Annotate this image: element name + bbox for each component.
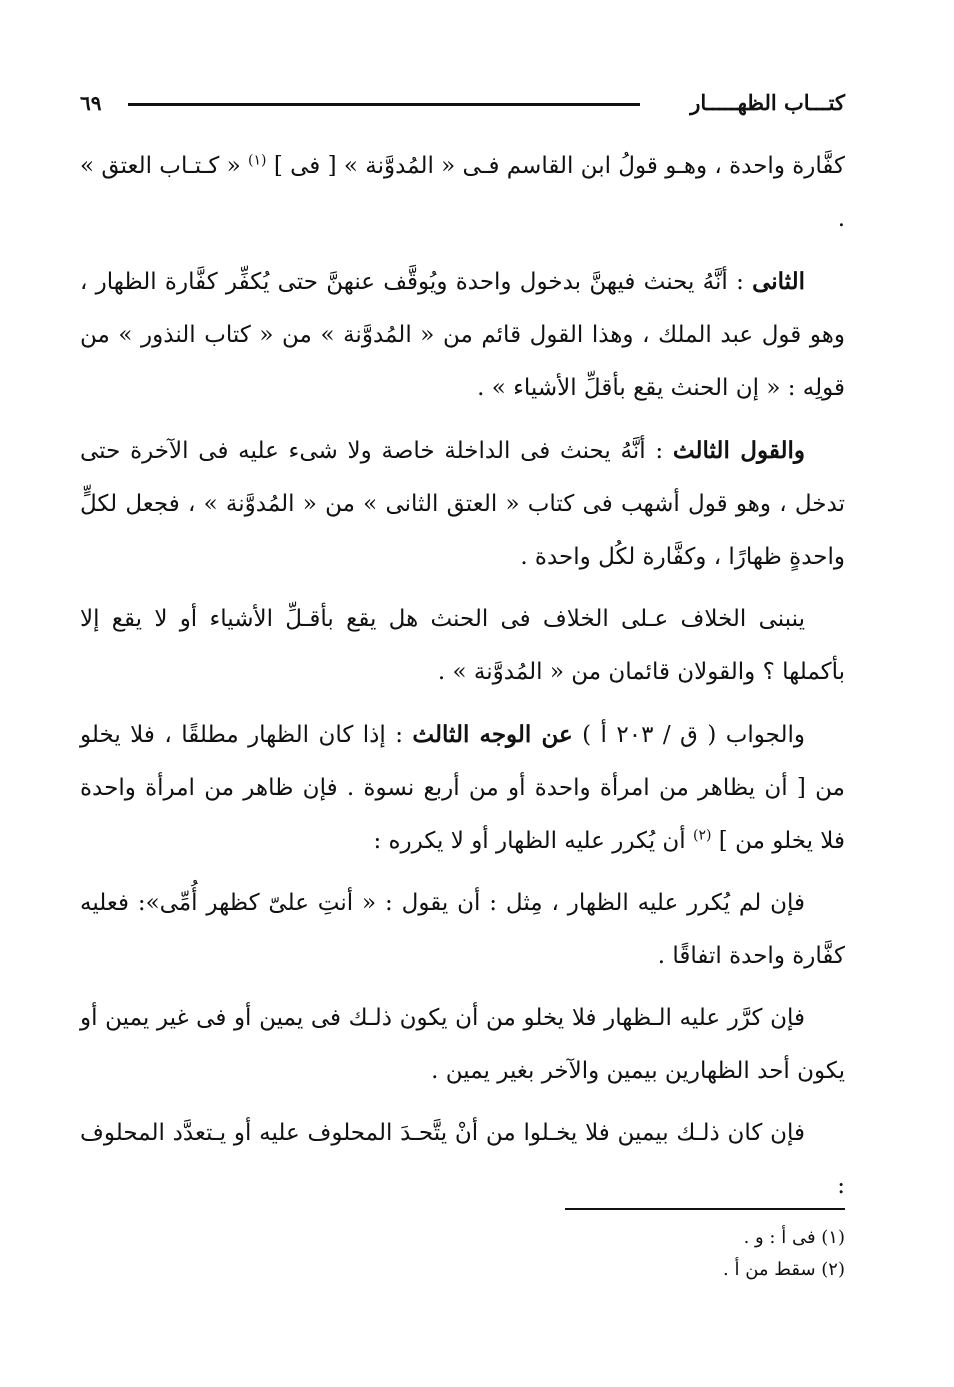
paragraph-7 [80, 992, 845, 1098]
footnote-ref-2: (٢) [693, 827, 712, 844]
paragraph-text: « كـتـاب العتق » . [80, 153, 845, 232]
paragraph-lead: الثانى [752, 268, 805, 295]
paragraph-5 [80, 708, 845, 868]
paragraph-lead: عن الوجه الثالث [412, 721, 573, 748]
footnote-rule [565, 1208, 845, 1210]
paragraph-text: أن يُكرر عليه الظهار أو لا يكرره : [373, 828, 694, 854]
paragraph-4 [80, 593, 845, 699]
paragraph-text: : أنَّهُ يحنث فى الداخلة خاصة ولا شىء عليه فى الآخرة حتى تدخل ، وهو قول أشهب فى كتاب « العتق الثانى » من « المُدوَّنة » ، فجعل لكلٍّ واحدةٍ ظهارًا ، وكفَّارة لكُل واحدة . [80, 438, 845, 570]
paragraph-text: : أنَّهُ يحنث فيهنَّ بدخول واحدة ويُوقَّف عنهنَّ حتى يُكفِّر كفَّارة الظهار ، وهو قول عبد الملك ، وهذا القول قائم من « المُدوَّنة » من « كتاب النذور » من قولِه : « إن الحنث يقع بأقلِّ الأشياء » . [80, 269, 845, 401]
header-rule [128, 103, 640, 106]
footnotes [565, 1222, 845, 1286]
paragraph-text: كفَّارة واحدة ، وهـو قولُ ابن القاسم فـى « المُدوَّنة » [ فى ] [273, 153, 845, 179]
paragraph-text: والجواب ( ق / ٢٠٣ أ ) [572, 722, 806, 748]
paragraph-2 [80, 255, 845, 415]
footnote-1: (١) فى أ : و . [743, 1227, 845, 1248]
page-number: ٦٩ [80, 91, 102, 115]
paragraph-3 [80, 424, 845, 584]
paragraph-text: : إذا كان الظهار مطلقًا ، فلا يخلو من [ أن يظاهر من امرأة واحدة أو من أربع نسوة . فإن ظاهر من امرأة واحدة فلا يخلو من ] [80, 722, 845, 854]
paragraph-text: ينبنى الخلاف عـلى الخلاف فى الحنث هل يقع بأقـلِّ الأشياء أو لا يقع إلا بأكملها ؟ والقولان قائمان من « المُدوَّنة » . [80, 606, 845, 685]
footnote-2: (٢) سقط من أ . [723, 1259, 845, 1280]
paragraph-1 [80, 140, 845, 246]
footnote-ref-1: (١) [248, 152, 267, 169]
paragraph-8 [80, 1107, 845, 1213]
paragraph-lead: والقول الثالث [672, 437, 806, 464]
paragraph-6 [80, 877, 845, 983]
paragraph-text: فإن كان ذلـك بيمين فلا يخـلوا من أنْ يتَّحـدَ المحلوف عليه أو يـتعدَّد المحلوف : [80, 1120, 845, 1199]
body-text [80, 140, 845, 1222]
running-title: كتـــاب الظهـــــار [690, 90, 845, 115]
paragraph-text: فإن لم يُكرر عليه الظهار ، مِثل : أن يقول : « أنتِ علىّ كظهر أُمِّى»: فعليه كفَّارة واحدة اتفاقًا . [80, 890, 845, 969]
paragraph-text: فإن كرَّر عليه الـظهار فلا يخلو من أن يكون ذلـك فى يمين أو فى غير يمين أو يكون أحد الظهارين بيمين والآخر بغير يمين . [80, 1005, 845, 1084]
page-header [80, 85, 845, 121]
